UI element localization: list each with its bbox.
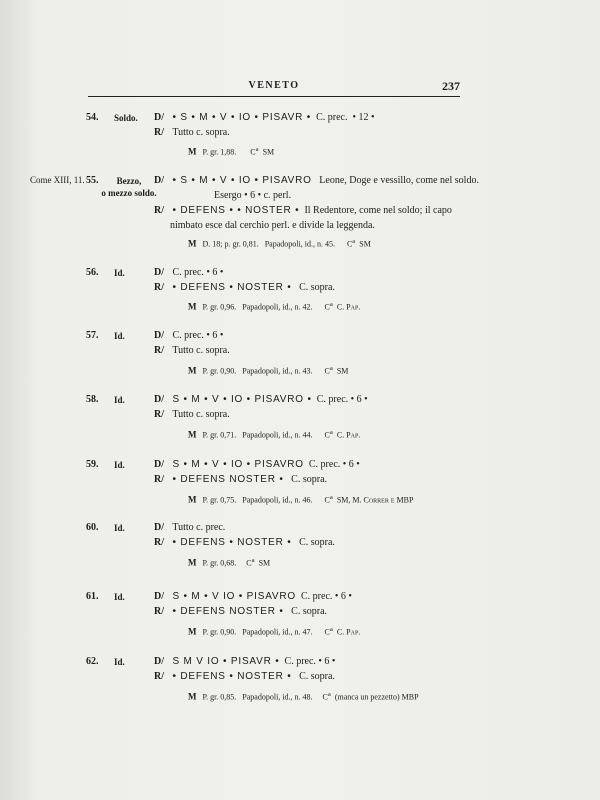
reverse-continuation: nimbato esce dal cerchio perl. e divide la leggenda. [170, 220, 375, 231]
reverse-note: C. sopra. [291, 474, 328, 485]
obverse-note: C. prec. • 6 • [172, 267, 224, 278]
obverse-note: Leone, Doge e vessillo, come nel soldo. [319, 175, 479, 186]
obverse-line [154, 394, 368, 405]
obverse-legend: S • M • V • IO • PISAVRO • [172, 394, 312, 405]
collection: SM [336, 366, 349, 376]
collection-mark-sup: a [329, 365, 333, 372]
obverse-line [154, 330, 223, 341]
collection: C. Pap. [336, 302, 361, 312]
reverse-note: Il Redentore, come nel soldo; il capo [304, 205, 452, 216]
weight: P. gr. 0,90. [202, 366, 237, 376]
collection-mark: C [324, 627, 330, 637]
weight: P. gr. 0,71. [202, 430, 237, 440]
obverse-symbol: D/ [154, 112, 164, 123]
weight: P. gr. 1,88. [202, 147, 237, 157]
metal-mark: M [188, 238, 197, 249]
obverse-note: C. prec. [316, 112, 348, 123]
weight: D. 18; p. gr. 0,81. [202, 239, 259, 249]
reverse-legend: • DEFENS NOSTER • [172, 606, 284, 617]
entry-number: 61. [86, 591, 99, 602]
obverse-line [154, 522, 225, 533]
collection-mark: C [322, 692, 328, 702]
entry-number: 54. [86, 112, 99, 123]
weight: P. gr. 0,85. [202, 692, 237, 702]
running-header [88, 80, 460, 96]
reverse-line [154, 409, 230, 420]
metal-mark: M [188, 301, 197, 312]
obverse-symbol: D/ [154, 522, 164, 533]
obverse-legend: • S • M • V • IO • PISAVR • [172, 112, 312, 123]
reverse-line [154, 537, 335, 548]
reverse-legend: • DEFENS • • NOSTER • [172, 205, 300, 216]
metal-mark: M [188, 557, 197, 568]
reverse-symbol: R/ [154, 409, 164, 420]
collection-mark-sup: a [352, 238, 356, 245]
reverse-note: C. sopra. [299, 537, 335, 548]
obverse-symbol: D/ [154, 656, 164, 667]
reference: Papadopoli, id., n. 48. [242, 692, 313, 702]
reverse-symbol: R/ [154, 474, 164, 485]
collection-mark-sup: a [329, 301, 333, 308]
collection-mark: C [324, 302, 330, 312]
obverse-legend: S • M • V IO • PISAVRO [172, 591, 296, 602]
denomination-line: Bezzo, [116, 176, 142, 186]
entry-meta [188, 429, 360, 440]
reverse-legend: • DEFENS • NOSTER • [172, 537, 292, 548]
entry-number: 60. [86, 522, 99, 533]
collection-mark-sup: a [329, 626, 333, 633]
header-rule [88, 96, 460, 97]
reverse-line [154, 205, 452, 216]
entry-meta [188, 301, 360, 312]
obverse-symbol: D/ [154, 394, 164, 405]
reverse-line [154, 474, 327, 485]
obverse-note: C. prec. • 6 • [301, 591, 352, 602]
reverse-line [154, 671, 335, 682]
collection-mark-sup: a [251, 557, 255, 564]
entry-denomination: Id. [114, 523, 125, 533]
weight: P. gr. 0,75. [202, 495, 237, 505]
reverse-symbol: R/ [154, 282, 164, 293]
reverse-legend: • DEFENS • NOSTER • [172, 282, 292, 293]
reverse-note: Tutto c. sopra. [172, 345, 230, 356]
obverse-extra: • 12 • [352, 112, 375, 123]
reference: Papadopoli, id., n. 45. [264, 239, 335, 249]
entry-number: 58. [86, 394, 99, 405]
reverse-note: C. sopra. [291, 606, 328, 617]
obverse-symbol: D/ [154, 267, 164, 278]
collection-mark: C [324, 495, 330, 505]
reverse-note: Tutto c. sopra. [172, 409, 230, 420]
page-number: 237 [442, 79, 460, 93]
entry-denomination [96, 175, 162, 199]
entry-meta [188, 494, 413, 505]
obverse-line [154, 175, 479, 186]
reverse-line [154, 345, 230, 356]
reverse-note: C. sopra. [299, 671, 335, 682]
obverse-line [154, 459, 360, 470]
collection-mark: C [324, 366, 330, 376]
entry-denomination: Id. [114, 268, 125, 278]
reverse-line [154, 606, 327, 617]
reverse-symbol: R/ [154, 345, 164, 356]
collection-mark-sup: a [327, 691, 331, 698]
collection: (manca un pezzetto) MBP [334, 692, 419, 702]
entry-number: 62. [86, 656, 99, 667]
collection-mark: C [246, 558, 252, 568]
entry-denomination: Soldo. [114, 113, 138, 123]
collection: SM [262, 147, 275, 157]
metal-mark: M [188, 146, 197, 157]
obverse-line [154, 656, 335, 667]
entry-denomination: Id. [114, 395, 125, 405]
obverse-symbol: D/ [154, 330, 164, 341]
obverse-note: Tutto c. prec. [172, 522, 226, 533]
collection: C. Pap. [336, 430, 361, 440]
reverse-symbol: R/ [154, 537, 164, 548]
reverse-legend: • DEFENS • NOSTER • [172, 671, 292, 682]
obverse-note: C. prec. • 6 • [172, 330, 224, 341]
obverse-note: C. prec. • 6 • [316, 394, 368, 405]
collection-mark-sup: a [329, 429, 333, 436]
obverse-symbol: D/ [154, 459, 164, 470]
entry-meta [188, 557, 270, 568]
obverse-note: C. prec. • 6 • [308, 459, 360, 470]
metal-mark: M [188, 691, 197, 702]
reference: Papadopoli, id., n. 42. [242, 302, 313, 312]
collection: SM [359, 239, 371, 249]
entry-meta [188, 691, 419, 702]
weight: P. gr. 0,90. [202, 627, 237, 637]
obverse-line [154, 591, 352, 602]
entry-number: 55. [86, 175, 99, 186]
obverse-symbol: D/ [154, 591, 164, 602]
entry-meta [188, 238, 371, 249]
entry-number: 57. [86, 330, 99, 341]
obverse-note: C. prec. • 6 • [284, 656, 336, 667]
entry-meta [188, 365, 348, 376]
obverse-continuation: Esergo • 6 • c. perl. [214, 190, 292, 201]
collection-mark: C [250, 147, 256, 157]
reverse-line [154, 282, 335, 293]
weight: P. gr. 0,96. [202, 302, 237, 312]
entry-number: 56. [86, 267, 99, 278]
reverse-legend: • DEFENS NOSTER • [172, 474, 284, 485]
collection: SM [258, 558, 271, 568]
metal-mark: M [188, 365, 197, 376]
collection-mark-sup: a [255, 146, 259, 153]
entry-meta [188, 146, 274, 157]
reverse-symbol: R/ [154, 671, 164, 682]
obverse-legend: S • M • V • IO • PISAVRO [172, 459, 304, 470]
metal-mark: M [188, 626, 197, 637]
entry-number: 59. [86, 459, 99, 470]
entry-denomination: Id. [114, 331, 125, 341]
entry-denomination: Id. [114, 657, 125, 667]
metal-mark: M [188, 429, 197, 440]
entry-denomination: Id. [114, 592, 125, 602]
page-title: VENETO [248, 80, 300, 91]
reference: Papadopoli, id., n. 44. [242, 430, 313, 440]
reverse-line [154, 127, 230, 138]
reverse-description: Tutto c. sopra. [172, 127, 230, 138]
weight: P. gr. 0,68. [202, 558, 237, 568]
reverse-symbol: R/ [154, 606, 164, 617]
collection: C. Pap. [336, 627, 361, 637]
metal-mark: M [188, 494, 197, 505]
collection-mark: C [346, 239, 353, 249]
collection-mark: C [324, 430, 330, 440]
obverse-symbol: D/ [154, 175, 164, 186]
obverse-line [154, 267, 223, 278]
reverse-symbol: R/ [154, 205, 164, 216]
reference: Papadopoli, id., n. 46. [242, 495, 313, 505]
reverse-note: C. sopra. [299, 282, 335, 293]
reference: Papadopoli, id., n. 43. [242, 366, 313, 376]
obverse-legend: S M V IO • PISAVR • [172, 656, 280, 667]
collection-mark-sup: a [329, 494, 333, 501]
reverse-symbol: R/ [154, 127, 164, 138]
denomination-line: o mezzo soldo. [101, 188, 157, 198]
reference: Papadopoli, id., n. 47. [242, 627, 313, 637]
margin-reference: Come XIII, 11. [30, 175, 85, 185]
entry-denomination: Id. [114, 460, 125, 470]
collection: SM, M. Correr e MBP [336, 495, 414, 505]
obverse-legend: • S • M • V • IO • PISAVRO [172, 175, 312, 186]
obverse-line [154, 112, 374, 123]
entry-meta [188, 626, 360, 637]
